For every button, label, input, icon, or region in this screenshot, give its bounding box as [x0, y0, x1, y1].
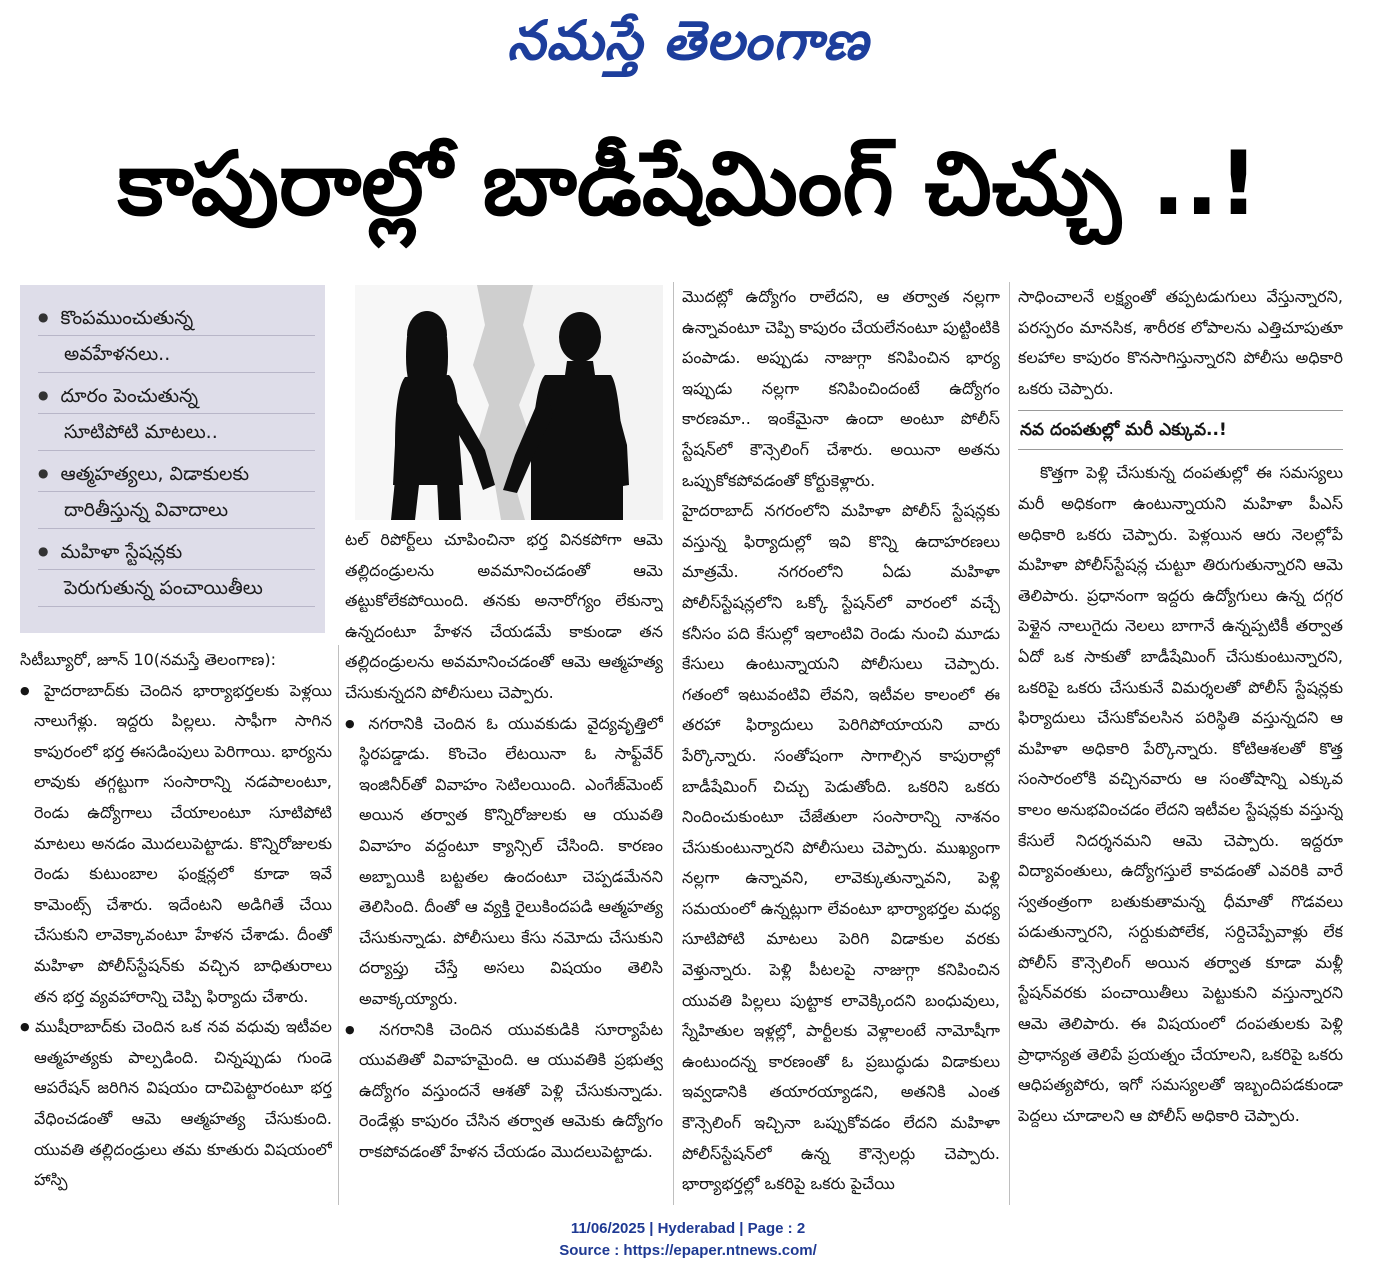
article-paragraph: ● నగరానికి చెందిన ఓ యువకుడు వైద్యవృత్తిలో స్థిరపడ్డాడు. కొంచెం లేటయినా ఓ సాఫ్ట్‌వేర్ ఇంజినీర్‌తో వివాహం సెటిలయింది. ఎంగేజ్‌మెంట్ అయిన తర్వాత కొన్నిరోజులకు ఆ యువతి వివాహం వద్దంటూ క్యాన్సిల్ చేసింది. కారణం అబ్బాయికి బట్టతల ఉందంటూ చెప్పడమేనని తెలిసింది. దీంతో ఆ వ్యక్తి రైలుకిందపడి ఆత్మహత్య చేసుకున్నాడు. పోలీసులు కేసు నమోదు చేసుకుని దర్యాప్తు చేస్తే అసలు విషయం తెలిసి అవాక్కయ్యారు. [345, 709, 663, 1015]
highlight-line: పెరుగుతున్న పంచాయితీలు [38, 570, 315, 607]
highlight-line: అవహేళనలు.. [38, 336, 315, 373]
highlights-box [20, 285, 325, 633]
footer-date-line: 11/06/2025 | Hyderabad | Page : 2 [570, 1220, 806, 1237]
column-rule [1009, 282, 1010, 1205]
dateline: సిటీబ్యూరో, జూన్ 10(నమస్తే తెలంగాణ): [20, 650, 276, 669]
highlight-line: ● మహిళా స్టేషన్లకు [38, 533, 315, 570]
subheading: నవ దంపతుల్లో మరీ ఎక్కువ..! [1018, 410, 1343, 450]
highlight-item [38, 377, 315, 451]
column-rule [338, 645, 339, 1205]
article-column-2 [345, 525, 663, 1205]
highlight-line: దారితీస్తున్న వివాదాలు [38, 492, 315, 529]
highlight-item [38, 299, 315, 373]
highlight-line: సూటిపోటి మాటలు.. [38, 414, 315, 451]
headline: కాపురాల్లో బాడీషేమింగ్ చిచ్చు ..! [117, 132, 1259, 235]
article-column-3 [682, 282, 1000, 1205]
article-paragraph: టల్ రిపోర్ట్‌లు చూపించినా భర్త వినకపోగా ఆమె తల్లిదండ్రులను అవమానించడంతో ఆమె తట్టుకోలేకపోయింది. తనకు అనారోగ్యం లేకున్నా ఉన్నదంటూ హేళన చేయడమే కాకుండా తన తల్లిదండ్రులను అవమానించడంతో ఆమె ఆత్మహత్య చేసుకున్నదని పోలీసులు చెప్పారు. [345, 530, 663, 702]
article-paragraph: ● హైదరాబాద్‌కు చెందిన భార్యాభర్తలకు పెళ్లయి నాలుగేళ్లు. ఇద్దరు పిల్లలు. సాఫీగా సాగిన కాపురంలో భర్త ఈసడింపులు పెరిగాయి. భార్యను లావుకు తగ్గట్టుగా సంసారాన్ని నడపాలంటూ, రెండు ఉద్యోగాలు చేయాలంటూ సూటిపోటి మాటలు అనడం మొదలుపెట్టాడు. కొన్నిరోజులకు రెండు కుటుంబాల ఫంక్షన్లలో కూడా ఇవే కామెంట్స్ చేశారు. ఇదేంటని అడిగితే చేయి చేసుకుని లావెక్కావంటూ హేళన చేశాడు. దీంతో మహిళా పోలీస్‌స్టేషన్‌కు వచ్చిన బాధితురాలు తన భర్త వ్యవహారాన్ని చెప్పి ఫిర్యాదు చేశారు. [20, 676, 332, 1013]
couple-silhouette-photo [355, 285, 663, 520]
highlight-item [38, 533, 315, 607]
article-paragraph: హైదరాబాద్ నగరంలోని మహిళా పోలీస్ స్టేషన్లకు వస్తున్న ఫిర్యాదుల్లో ఇవి కొన్ని ఉదాహరణలు మాత్రమే. నగరంలోని ఏడు మహిళా పోలీస్‌స్టేషన్లలోని ఒక్కో స్టేషన్‌లో వారంలో వచ్చే కనీసం పది కేసుల్లో ఇలాంటివి రెండు నుంచి మూడు కేసులు ఉంటున్నాయని పోలీసులు చెప్పారు. గతంలో ఇటువంటివి లేవని, ఇటీవల కాలంలో ఈ తరహా ఫిర్యాదులు పెరిగిపోయాయని వారు పేర్కొన్నారు. సంతోషంగా సాగాల్సిన కాపురాల్లో బాడీషేమింగ్ చిచ్చు పెడుతోంది. ఒకరిని ఒకరు నిందించుకుంటూ చేజేతులా సంసారాన్ని నాశనం చేసుకుంటున్నారని పోలీసులు చెప్పారు. ముఖ్యంగా నల్లగా ఉన్నావని, లావెక్కుతున్నావని, పెళ్లి సమయంలో ఉన్నట్లుగా లేవంటూ భార్యాభర్తల మధ్య సూటిపోటి మాటలు పెరిగి విడాకుల వరకు వెళ్తున్నారు. పెళ్లి పీటలపై నాజుగ్గా కనిపించిన యువతి పిల్లలు పుట్టాక లావెక్కిందని బంధువులు, స్నేహితుల ఇళ్లల్లో, పార్టీలకు వెళ్లాలంటే నామోషీగా ఉంటుందన్న కారణంతో ఓ ప్రబుద్ధుడు విడాకులు ఇవ్వడానికి తయారయ్యాడని, అతనికి ఎంత కౌన్సెలింగ్ ఇచ్చినా ఒప్పుకోవడం లేదని మహిళా పోలీస్‌స్టేషన్‌లో ఉన్న కౌన్సెలర్లు చెప్పారు. భార్యాభర్తల్లో ఒకరిపై ఒకరు పైచేయి [682, 501, 1000, 1194]
highlight-line: ● కొంపముంచుతున్న [38, 299, 315, 336]
highlight-line: ● దూరం పెంచుతున్న [38, 377, 315, 414]
article-paragraph: మొదట్లో ఉద్యోగం రాలేదని, ఆ తర్వాత నల్లగా ఉన్నావంటూ చెప్పి కాపురం చేయలేనంటూ పుట్టింటికి పంపాడు. అప్పుడు నాజుగ్గా కనిపించిన భార్య ఇప్పుడు నల్లగా కనిపించిందంటే ఉద్యోగం కారణమా.. ఇంకేమైనా ఉందా అంటూ పోలీస్ స్టేషన్‌లో కౌన్సెలింగ్ చేశారు. అయినా అతను ఒప్పుకోకపోవడంతో కోర్టుకెళ్లారు. [682, 287, 1000, 490]
footer-source-line: Source : https://epaper.ntnews.com/ [559, 1242, 817, 1259]
article-paragraph: సాధించాలనే లక్ష్యంతో తప్పటడుగులు వేస్తున్నారని, పరస్పరం మానసిక, శారీరక లోపాలను ఎత్తిచూపుతూ కలహాల కాపురం కొనసాగిస్తున్నారని పోలీసు అధికారి ఒకరు చెప్పారు. [1018, 287, 1343, 398]
article-paragraph: కొత్తగా పెళ్లి చేసుకున్న దంపతుల్లో ఈ సమస్యలు మరీ అధికంగా ఉంటున్నాయని మహిళా పీఎస్ అధికారి ఒకరు చెప్పారు. పెళ్లయిన ఆరు నెలల్లోపే మహిళా పోలీస్‌స్టేషన్ల చుట్టూ తిరుగుతున్నారని ఆమె తెలిపారు. ప్రధానంగా ఇద్దరు ఉద్యోగులు ఉన్న దగ్గర పెళ్లైన నాలుగైదు నెలలు బాగానే ఉన్నప్పటికీ తర్వాత ఏదో ఒక సాకుతో బాడీషేమింగ్ చేసుకుంటున్నారని, ఒకరిపై ఒకరు చేసుకునే విమర్శలతో పోలీస్ స్టేషన్లకు ఫిర్యాదులు చేసుకోవలసిన పరిస్థితి వస్తున్నదని ఆ మహిళా అధికారి పేర్కొన్నారు. కోటిఆశలతో కొత్త సంసారంలోకి వచ్చినవారు ఆ సంతోషాన్ని ఎక్కువ కాలం అనుభవించడం లేదని ఇటీవల స్టేషన్లకు వస్తున్న కేసులే నిదర్శనమని ఆమె చెప్పారు. ఇద్దరూ విద్యావంతులు, ఉద్యోగస్తులే కావడంతో ఎవరికి వారే స్వతంత్రంగా బతుకుతామన్న ధీమాతో గొడవలు పడుతున్నారని, సర్దుకుపోలేక, సర్దిచెప్పేవాళ్లు లేక పోలీస్ కౌన్సెలింగ్ అయిన తర్వాత కూడా మళ్లీ స్టేషన్‌వరకు పంచాయితీలు పెట్టుకుని వస్తున్నారని ఆమె తెలిపారు. ఈ విషయంలో దంపతులకు పెళ్లి ప్రాధాన్యత తెలిపే ప్రయత్నం చేయాలని, ఒకరిపై ఒకరు ఆధిపత్యపోరు, ఇగో సమస్యలతో ఇబ్బందిపడకుండా పెద్దలు చూడాలని ఆ పోలీస్ అధికారి చెప్పారు. [1018, 463, 1343, 1125]
article-column-4 [1018, 282, 1343, 1205]
article-paragraph: ● నగరానికి చెందిన యువకుడికి సూర్యాపేట యువతితో వివాహమైంది. ఆ యువతికి ప్రభుత్వ ఉద్యోగం వస్తుందనే ఆశతో పెళ్లి చేసుకున్నాడు. రెండేళ్లు కాపురం చేసిన తర్వాత ఆమెకు ఉద్యోగం రాకపోవడంతో హేళన చేయడం మొదలుపెట్టాడు. [345, 1015, 663, 1168]
footer [0, 1218, 1376, 1262]
highlight-line: ● ఆత్మహత్యలు, విడాకులకు [38, 455, 315, 492]
article-paragraph: ● ముషీరాబాద్‌కు చెందిన ఒక నవ వధువు ఇటీవల ఆత్మహత్యకు పాల్పడింది. చిన్నప్పుడు గుండె ఆపరేషన్ జరిగిన విషయం దాచిపెట్టారంటూ భర్త వేధించడంతో ఆమె ఆత్మహత్య చేసుకుంది. యువతి తల్లిదండ్రులు తమ కూతురు విషయంలో హాస్పి [20, 1012, 332, 1196]
column-rule [673, 282, 674, 1205]
masthead-logo: నమస్తే తెలంగాణ [507, 8, 869, 72]
couple-silhouette-illustration [355, 285, 663, 520]
article-column-1 [20, 645, 332, 1205]
highlight-item [38, 455, 315, 529]
